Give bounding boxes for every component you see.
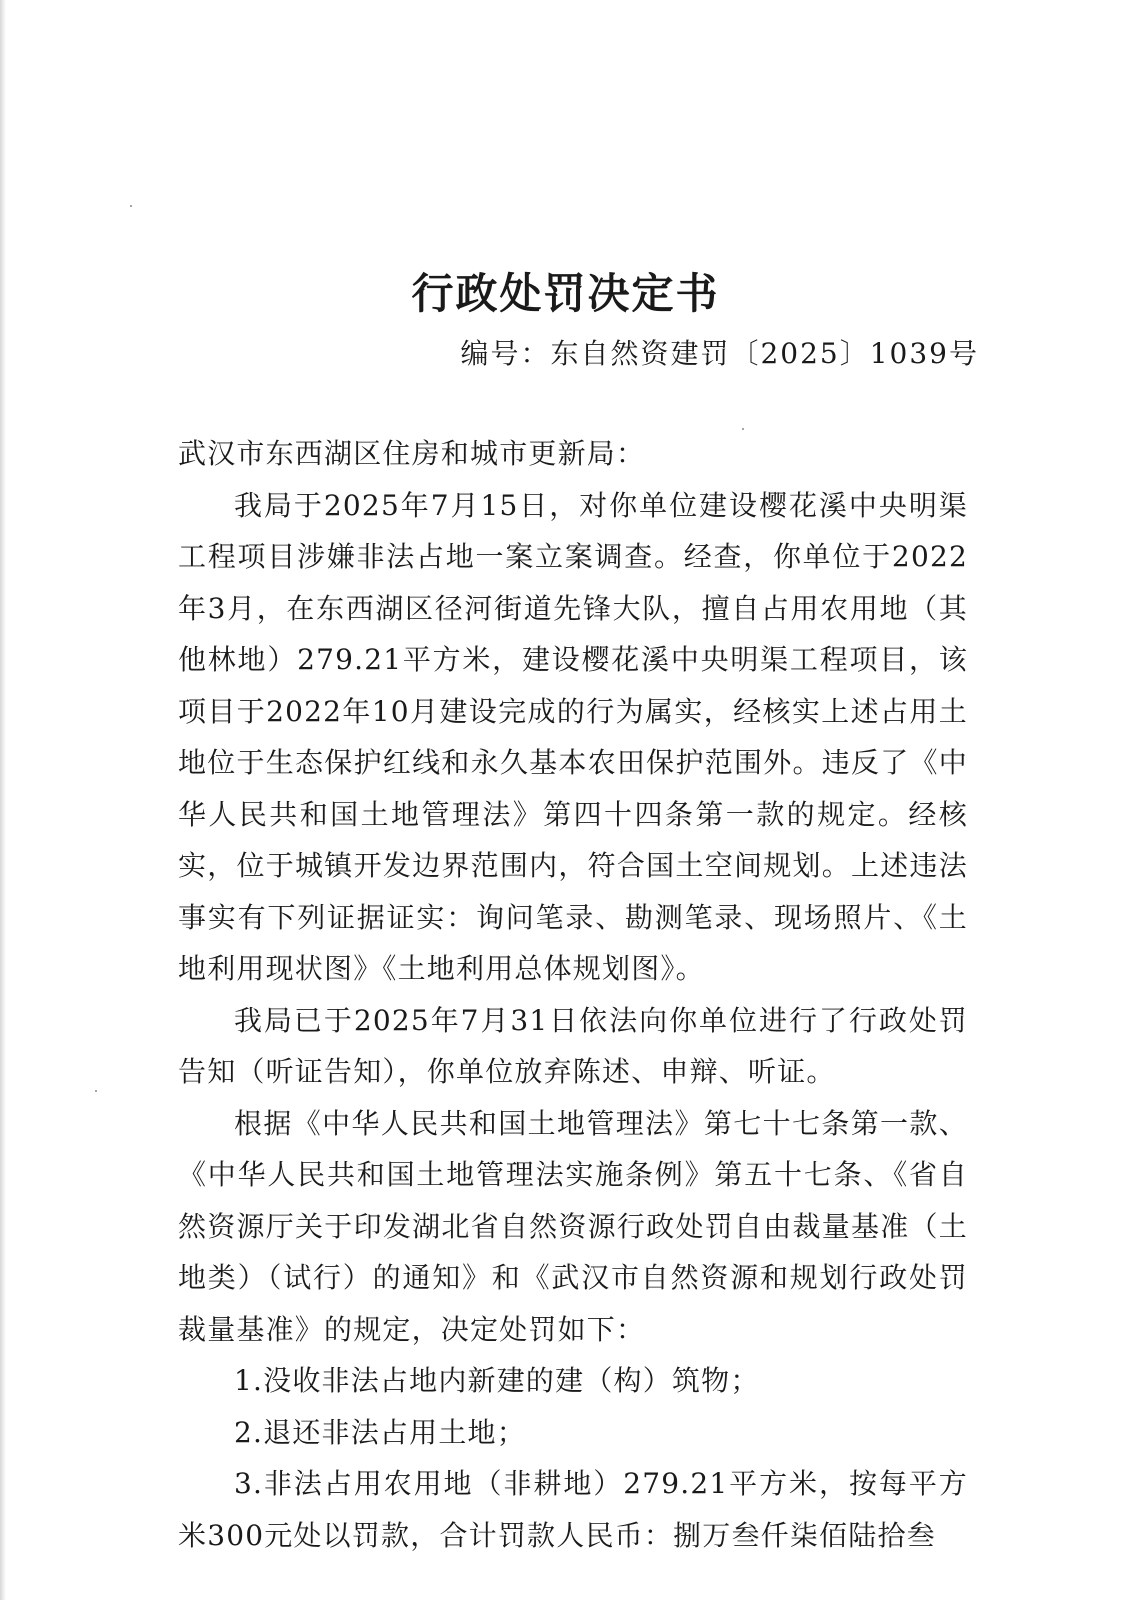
document-title: 行政处罚决定书	[411, 269, 720, 318]
scan-edge	[0, 0, 6, 1600]
penalty-item: 1.没收非法占地内新建的建（构）筑物；	[234, 1364, 760, 1397]
paragraph-notice: 我局已于2025年7月31日依法向你单位进行了行政处罚告知（听证告知），你单位放弃陈述、申辩、听证。	[178, 1003, 968, 1088]
paragraph-basis: 根据《中华人民共和国土地管理法》第七十七条第一款、《中华人民共和国土地管理法实施条例》第五十七条、《省自然资源厅关于印发湖北省自然资源行政处罚自由裁量基准（土地类）（试行）的通知》和《武汉市自然资源和规划行政处罚裁量基准》的规定，决定处罚如下：	[178, 1106, 968, 1346]
penalty-item: 3.非法占用农用地（非耕地）279.21平方米，按每平方米300元处以罚款，合计罚款人民币：捌万叁仟柒佰陆拾叁	[178, 1467, 968, 1552]
scan-speck	[95, 1090, 97, 1092]
paragraph-facts: 我局于2025年7月15日，对你单位建设樱花溪中央明渠工程项目涉嫌非法占地一案立案调查。经查，你单位于2022年3月，在东西湖区径河街道先锋大队，擅自占用农用地（其他林地）279.21平方米，建设樱花溪中央明渠工程项目，该项目于2022年10月建设完成的行为属实，经核实上述占用土地位于生态保护红线和永久基本农田保护范围外。违反了《中华人民共和国土地管理法》第四十四条第一款的规定。经核实，位于城镇开发边界范围内，符合国土空间规划。上述违法事实有下列证据证实：询问笔录、勘测笔录、现场照片、《土地利用现状图》《土地利用总体规划图》。	[178, 488, 968, 985]
scan-speck	[130, 205, 132, 207]
addressee: 武汉市东西湖区住房和城市更新局：	[178, 437, 646, 470]
penalty-item: 2.退还非法占用土地；	[234, 1415, 526, 1449]
document-number: 编号：东自然资建罚〔2025〕1039号	[460, 337, 979, 370]
document-body	[178, 428, 968, 1561]
scan-speck	[742, 428, 744, 430]
